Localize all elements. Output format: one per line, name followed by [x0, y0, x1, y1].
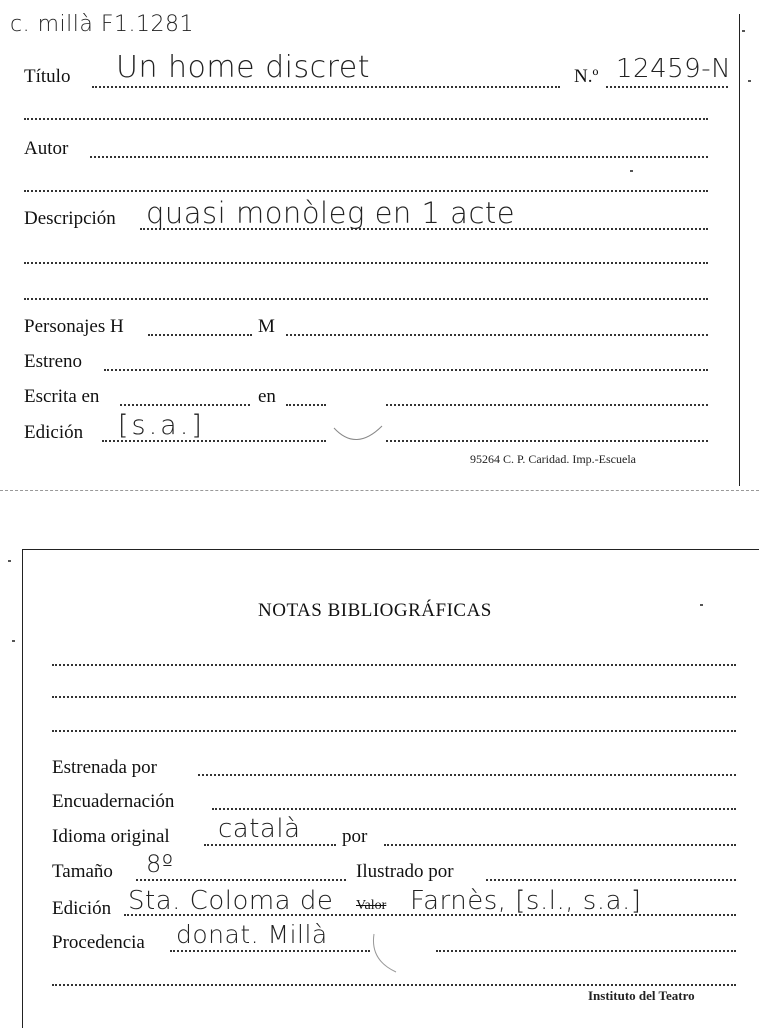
estreno-label: Estreno — [24, 351, 83, 372]
reference-note: c. millà F1.1281 — [10, 12, 194, 37]
edicion2-value-a: Sta. Coloma de — [128, 886, 334, 916]
idioma-por-label: por — [342, 826, 368, 847]
ilustrado-label: Ilustrado por — [356, 861, 454, 882]
idioma-line — [204, 844, 336, 846]
tamano-line — [136, 879, 346, 881]
encuadernacion-line — [212, 808, 736, 810]
personajes-label: Personajes H — [24, 316, 124, 337]
notas-bottom-line — [52, 984, 736, 986]
notas-line-1 — [52, 664, 736, 666]
procedencia-value: donat. Millà — [176, 920, 328, 949]
idioma-label: Idioma original — [52, 826, 170, 847]
edicion-value: [s.a.] — [118, 410, 205, 441]
procedencia-line — [170, 950, 370, 952]
blank-line-4 — [24, 298, 708, 300]
card-divider — [0, 490, 759, 491]
escrita-line — [120, 404, 250, 406]
edicion-label: Edición — [24, 422, 84, 443]
numero-line — [606, 86, 728, 88]
procedencia-label: Procedencia — [52, 932, 145, 953]
escrita-label: Escrita en — [24, 386, 100, 407]
idioma-por-line — [384, 844, 736, 846]
tamano-label: Tamaño — [52, 861, 113, 882]
edicion-line-b — [386, 440, 708, 442]
footer-institute: Instituto del Teatro — [588, 988, 695, 1003]
numero-label: N.º — [574, 66, 599, 87]
scan-speck — [700, 604, 703, 606]
escrita-en-label: en — [258, 386, 276, 407]
edicion2-struck-word: Valor — [356, 898, 387, 913]
idioma-value: català — [218, 814, 301, 844]
printer-imprint: 95264 C. P. Caridad. Imp.-Escuela — [470, 452, 636, 466]
edicion2-label: Edición — [52, 898, 112, 919]
descripcion-value: quasi monòleg en 1 acte — [146, 196, 516, 230]
descripcion-label: Descripción — [24, 208, 116, 229]
estrenada-line — [198, 774, 736, 776]
escrita-en-line-b — [386, 404, 708, 406]
autor-label: Autor — [24, 138, 69, 159]
personajes-m-line — [286, 334, 708, 336]
edicion2-value-b: Farnès, [s.l., s.a.] — [410, 886, 642, 916]
autor-line — [90, 156, 708, 158]
scan-speck — [12, 640, 15, 642]
scan-speck — [8, 560, 11, 562]
blank-line-1 — [24, 118, 708, 120]
estreno-line — [104, 369, 708, 371]
titulo-line — [92, 86, 560, 88]
notas-line-2 — [52, 696, 736, 698]
escrita-en-line-a — [286, 404, 326, 406]
procedencia-line-b — [436, 950, 736, 952]
estrenada-label: Estrenada por — [52, 757, 157, 778]
punch-hole-mark-2 — [366, 920, 426, 980]
blank-line-3 — [24, 262, 708, 264]
scan-speck — [630, 170, 633, 172]
notas-line-3 — [52, 730, 736, 732]
blank-line-2 — [24, 190, 708, 192]
titulo-label: Título — [24, 66, 71, 87]
personajes-h-line — [148, 334, 252, 336]
punch-hole-mark — [326, 380, 396, 450]
encuadernacion-label: Encuadernación — [52, 791, 175, 812]
titulo-value: Un home discret — [116, 50, 370, 85]
scan-speck — [742, 30, 745, 32]
numero-value: 12459-N — [616, 54, 732, 84]
scan-speck — [748, 80, 751, 82]
notas-heading: NOTAS BIBLIOGRÁFICAS — [258, 600, 492, 621]
personajes-m-label: M — [258, 316, 275, 337]
tamano-value: 8º — [146, 850, 174, 878]
ilustrado-line — [486, 879, 736, 881]
